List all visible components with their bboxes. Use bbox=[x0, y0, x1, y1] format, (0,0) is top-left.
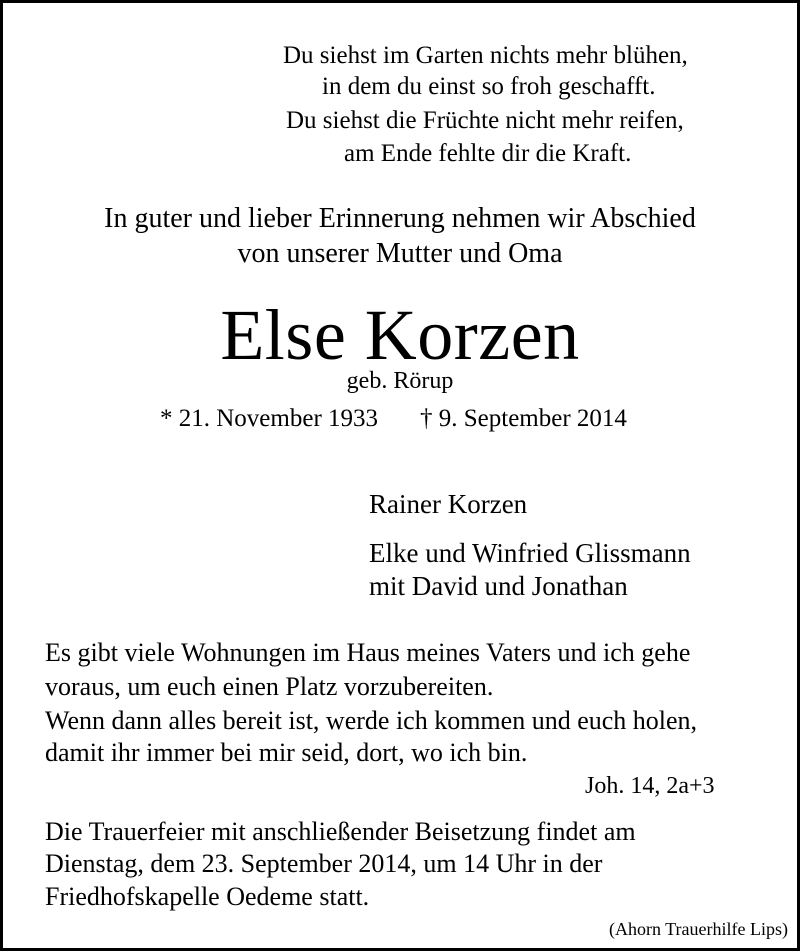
deceased-name: Else Korzen bbox=[220, 295, 580, 375]
service-line-1: Die Trauerfeier mit anschließender Beisetzung findet am bbox=[45, 817, 636, 846]
poem-line-1: Du siehst im Garten nichts mehr blühen, bbox=[283, 42, 688, 69]
family-line-3: mit David und Jonathan bbox=[369, 571, 628, 601]
maiden-name: geb. Rörup bbox=[346, 368, 454, 394]
funeral-home-credit: (Ahorn Trauerhilfe Lips) bbox=[609, 919, 788, 939]
scripture-line-4: damit ihr immer bei mir seid, dort, wo ich bin. bbox=[45, 738, 528, 767]
service-line-3: Friedhofskapelle Oedeme statt. bbox=[45, 882, 370, 911]
scripture-reference: Joh. 14, 2a+3 bbox=[585, 773, 715, 799]
scripture-line-3: Wenn dann alles bereit ist, werde ich kommen und euch holen, bbox=[45, 706, 698, 735]
death-date: † 9. September 2014 bbox=[420, 405, 627, 432]
family-line-2: Elke und Winfried Glissmann bbox=[369, 538, 691, 568]
birth-date: * 21. November 1933 bbox=[160, 405, 379, 432]
family-line-1: Rainer Korzen bbox=[369, 489, 528, 519]
farewell-line-1: In guter und lieber Erinnerung nehmen wir Abschied bbox=[104, 203, 696, 234]
poem-line-3: Du siehst die Früchte nicht mehr reifen, bbox=[286, 107, 684, 134]
scripture-line-2: voraus, um euch einen Platz vorzubereiten. bbox=[45, 672, 494, 701]
poem-line-2: in dem du einst so froh geschafft. bbox=[322, 73, 656, 100]
scripture-line-1: Es gibt viele Wohnungen im Haus meines Vaters und ich gehe bbox=[45, 638, 691, 667]
poem-line-4: am Ende fehlte dir die Kraft. bbox=[344, 140, 632, 167]
service-line-2: Dienstag, dem 23. September 2014, um 14 Uhr in der bbox=[45, 849, 603, 878]
farewell-line-2: von unserer Mutter und Oma bbox=[237, 238, 563, 269]
